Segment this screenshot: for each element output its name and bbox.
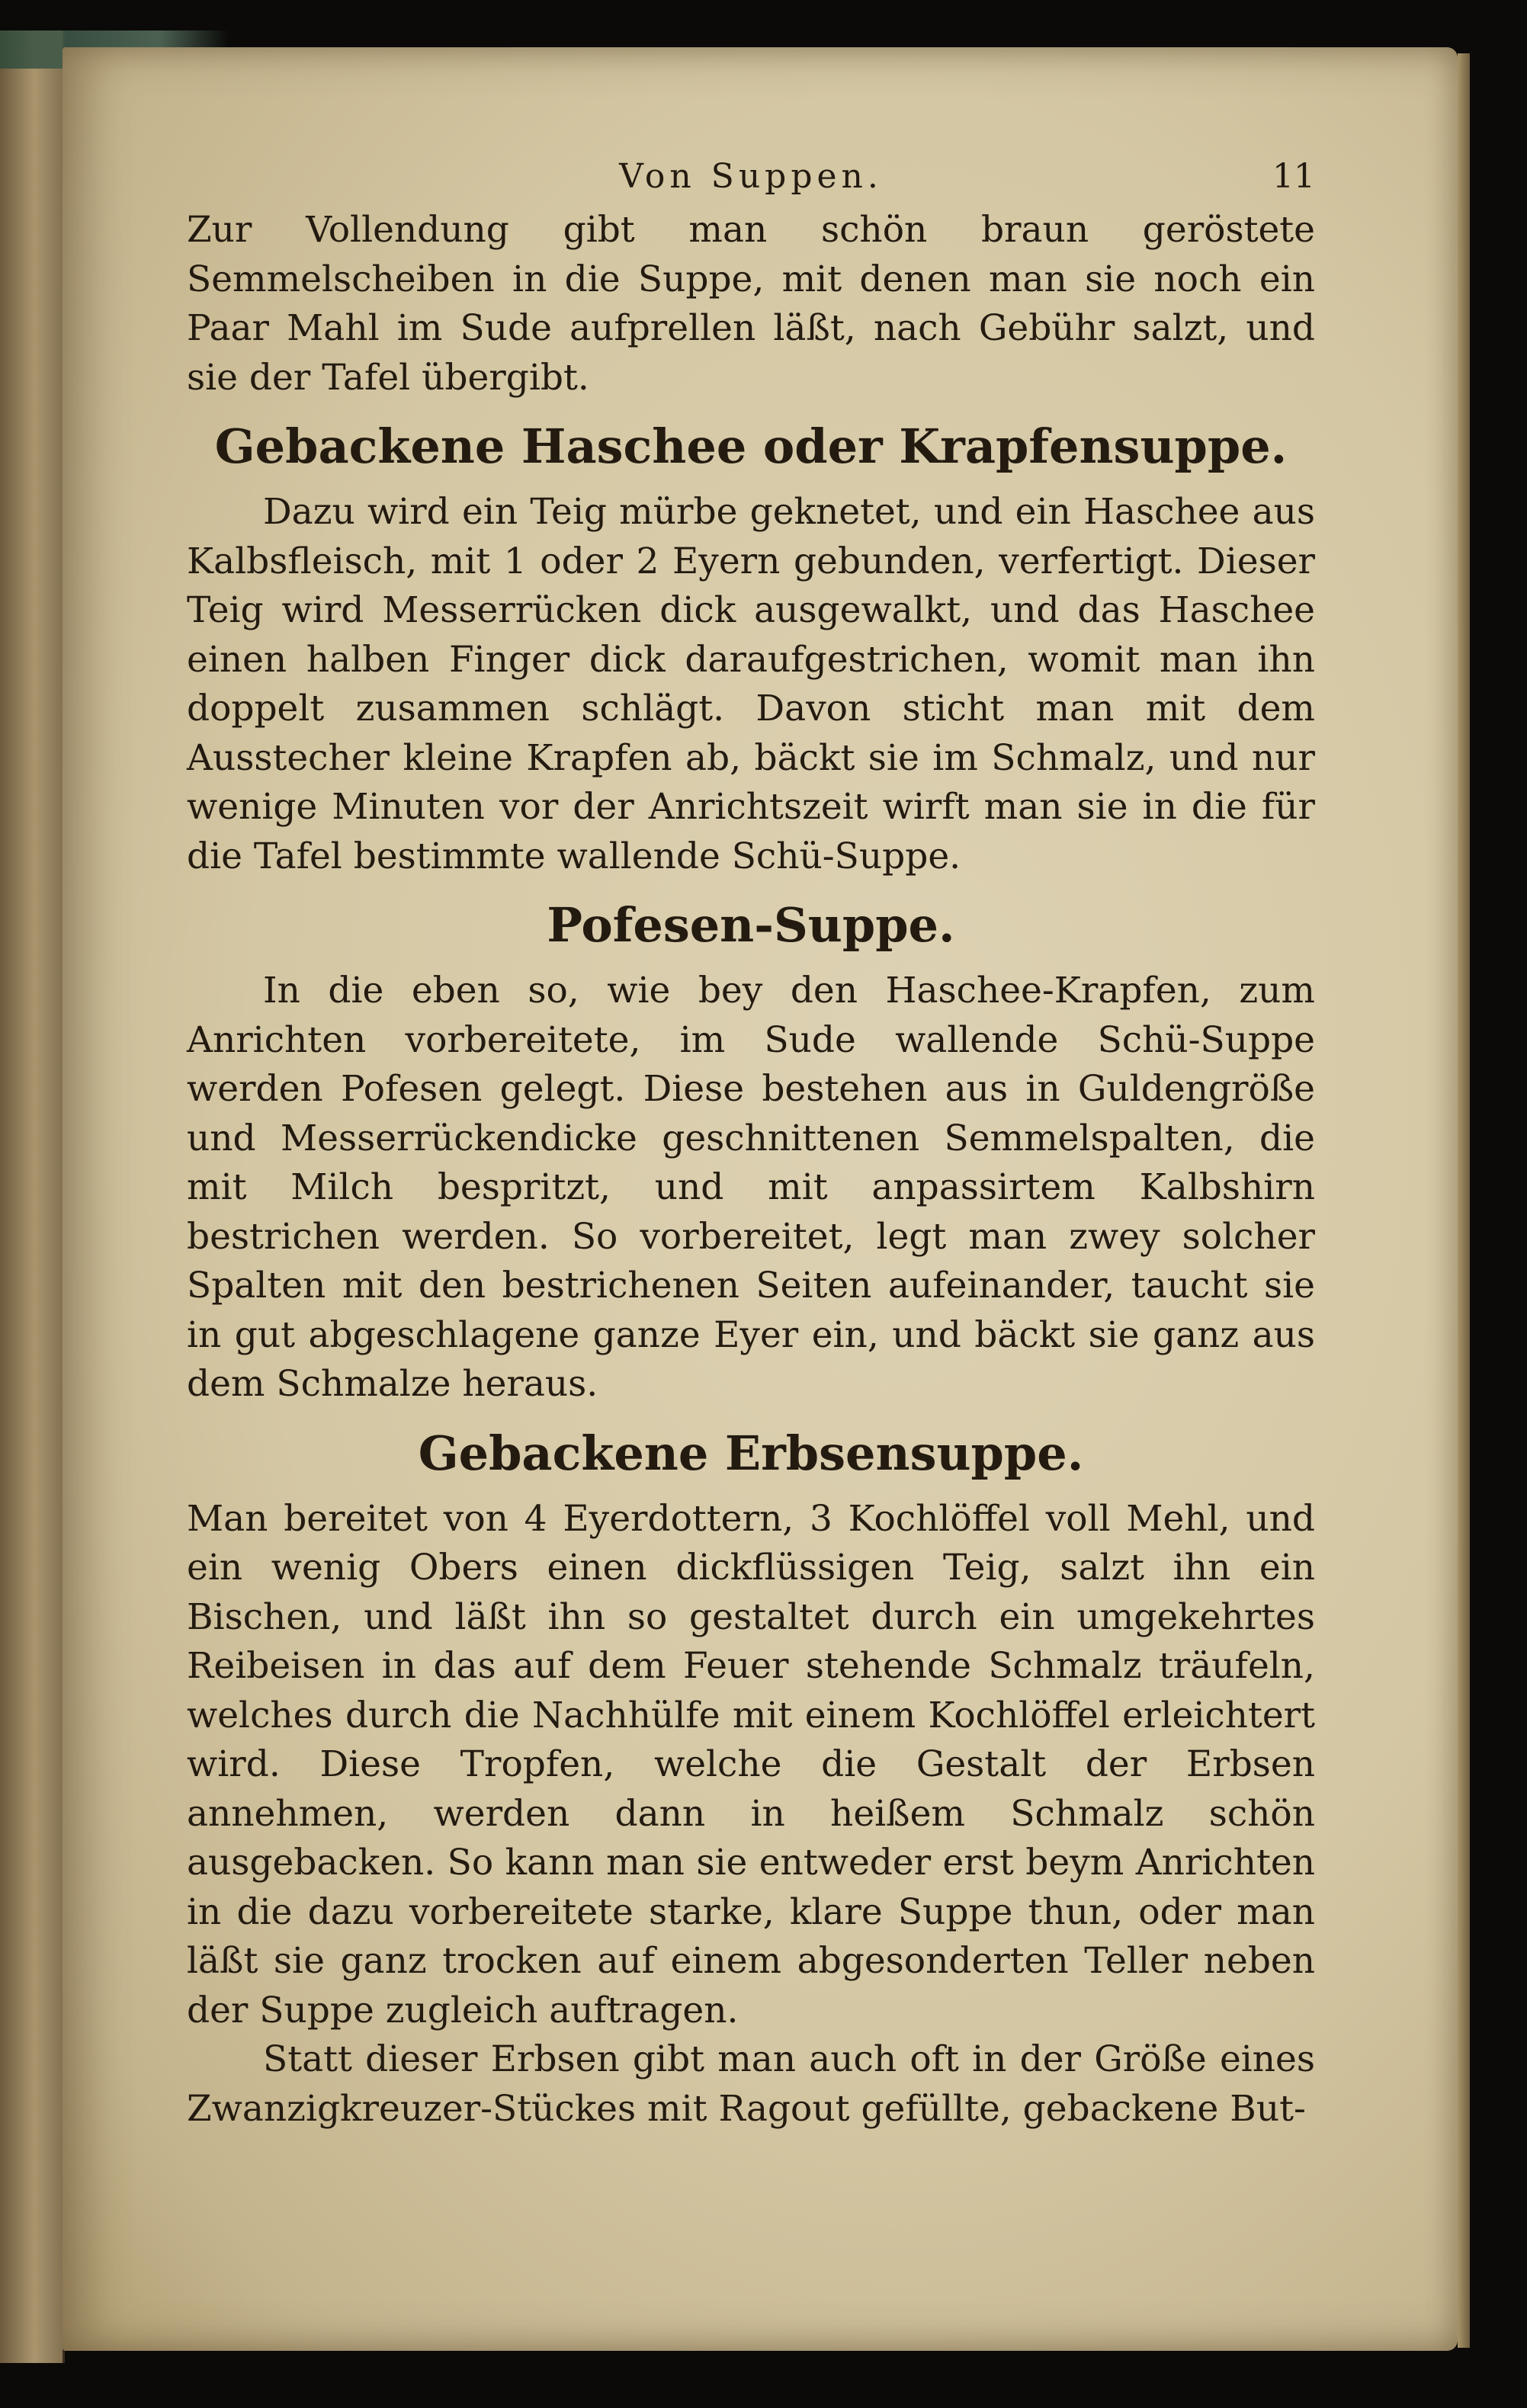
recipe-heading: Gebackene Erbsensuppe.: [418, 1425, 1084, 1481]
facing-page-edge: [0, 30, 65, 2363]
text-block: [187, 152, 1315, 2134]
running-title: Von Suppen.: [619, 157, 883, 196]
recipe-heading: Gebackene Haschee oder Krapfensuppe.: [214, 418, 1288, 474]
paragraph-continuation: Zur Vollendung gibt man schön braun geröstete Semmelscheiben in die Suppe, mit denen man sie noch ein Paar Mahl im Sude aufprellen läßt, nach Gebühr salzt, und sie der Tafel übergibt.: [187, 209, 1315, 399]
recipe-paragraph: Man bereitet von 4 Eyerdottern, 3 Kochlöffel voll Mehl, und ein wenig Obers einen dickflüssigen Teig, salzt ihn ein Bischen, und läßt ihn so gestaltet durch ein umgekehrtes Reibeisen in das auf dem Feuer stehende Schmalz träufeln, welches durch die Nachhülfe mit einem Kochlöffel erleichtert wird. Diese Tropfen, welche die Gestalt der Erbsen annehmen, werden dann in heißem Schmalz schön ausgebacken. So kann man sie entweder erst beym Anrichten in die dazu vorbereitete starke, klare Suppe thun, oder man läßt sie ganz trocken auf einem abgesonderten Teller neben der Suppe zugleich auftragen.: [187, 1497, 1315, 2031]
recipe-paragraph: Statt dieser Erbsen gibt man auch oft in der Größe eines Zwanzigkreuzer-Stückes mit Ragout gefüllte, gebackene But-: [187, 2038, 1315, 2130]
running-head: [187, 152, 1315, 206]
page-number: 11: [1272, 157, 1315, 196]
recipe-paragraph: In die eben so, wie bey den Haschee-Krapfen, zum Anrichten vorbereitete, im Sude wallende Schü-Suppe werden Pofesen gelegt. Diese bestehen aus in Guldengröße und Messerrückendicke geschnittenen Semmelspalten, die mit Milch bespritzt, und mit anpassirtem Kalbshirn bestrichen werden. So vorbereitet, legt man zwey solcher Spalten mit den bestrichenen Seiten aufeinander, taucht sie in gut abgeschlagene ganze Eyer ein, und bäckt sie ganz aus dem Schmalze heraus.: [187, 970, 1315, 1405]
recipe-heading: Pofesen-Suppe.: [547, 897, 955, 953]
page-fore-edge: [1458, 53, 1470, 2348]
recipe-paragraph: Dazu wird ein Teig mürbe geknetet, und ein Haschee aus Kalbsfleisch, mit 1 oder 2 Eyern gebunden, verfertigt. Dieser Teig wird Messerrücken dick ausgewalkt, und das Haschee einen halben Finger dick daraufgestrichen, womit man ihn doppelt zusammen schlägt. Davon sticht man mit dem Ausstecher kleine Krapfen ab, bäckt sie im Schmalz, und nur wenige Minuten vor der Anrichtszeit wirft man sie in die für die Tafel bestimmte wallende Schü-Suppe.: [187, 491, 1315, 877]
